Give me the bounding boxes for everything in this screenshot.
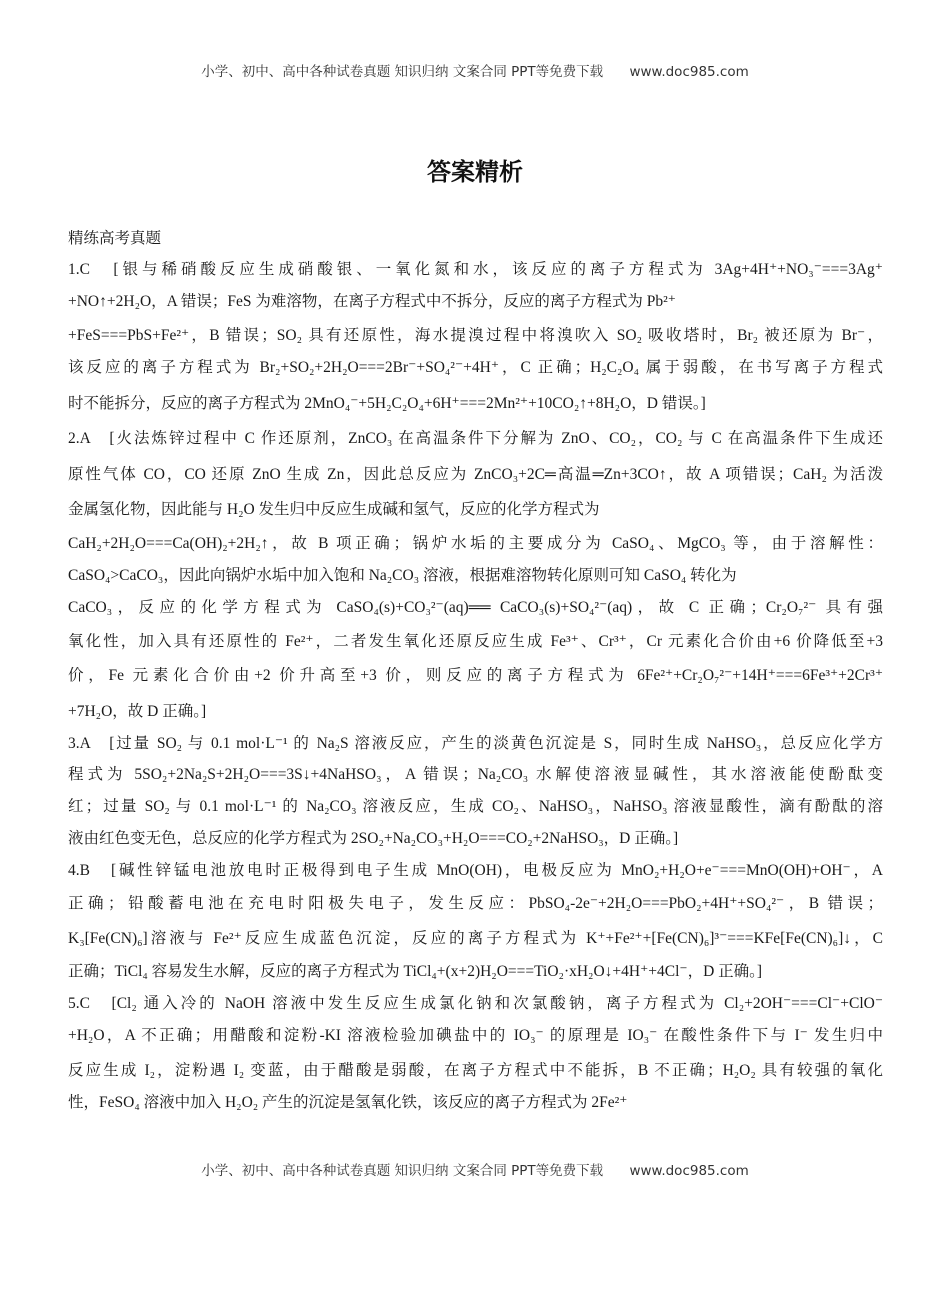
text-line: +FeS===PbS+Fe²⁺，B 错误；SO₂ 具有还原性，海水提溴过程中将溴吹入 SO₂ 吸收塔时，Br₂ 被还原为 Br⁻， bbox=[68, 327, 883, 344]
text-line: CaCO₃，反应的化学方程式为 CaSO₄(s)+CO₃²⁻(aq)══ CaCO₃(s)+SO₄²⁻(aq)，故 C 正确；Cr₂O₇²⁻ 具有强 bbox=[68, 599, 883, 616]
text-line: CaH₂+2H₂O===Ca(OH)₂+2H₂↑，故 B 项正确；锅炉水垢的主要成分为 CaSO₄、MgCO₃ 等，由于溶解性： bbox=[68, 535, 883, 552]
footer-url[interactable]: www.doc985.com bbox=[629, 1163, 749, 1179]
text-line: 正确；铅酸蓄电池在充电时阳极失电子，发生反应：PbSO₄-2e⁻+2H₂O===PbO₂+4H⁺+SO₄²⁻，B 错误； bbox=[68, 895, 883, 912]
text-line: +H₂O，A 不正确；用醋酸和淀粉-KI 溶液检验加碘盐中的 IO₃⁻ 的原理是 IO₃⁻ 在酸性条件下与 I⁻ 发生归中 bbox=[68, 1027, 883, 1044]
text-line: 液由红色变无色，总反应的化学方程式为 2SO₂+Na₂CO₃+H₂O===CO₂+2NaHSO₃，D 正确。] bbox=[68, 830, 679, 847]
text-line: 反应生成 I₂，淀粉遇 I₂ 变蓝，由于醋酸是弱酸，在离子方程式中不能拆，B 不正确；H₂O₂ 具有较强的氧化 bbox=[68, 1062, 883, 1079]
text-line: 氧化性，加入具有还原性的 Fe²⁺，二者发生氧化还原反应生成 Fe³⁺、Cr³⁺，Cr 元素化合价由+6 价降低至+3 bbox=[68, 633, 883, 650]
page-header bbox=[0, 60, 950, 80]
text-line: K₃[Fe(CN)₆]溶液与 Fe²⁺反应生成蓝色沉淀，反应的离子方程式为 K⁺+Fe²⁺+[Fe(CN)₆]³⁻===KFe[Fe(CN)₆]↓，C bbox=[68, 930, 883, 947]
text-line: 1.C [银与稀硝酸反应生成硝酸银、一氧化氮和水，该反应的离子方程式为 3Ag+4H⁺+NO₃⁻===3Ag⁺ bbox=[68, 261, 883, 278]
text-line: 程式为 5SO₂+2Na₂S+2H₂O===3S↓+4NaHSO₃，A 错误；Na₂CO₃ 水解使溶液显碱性，其水溶液能使酚酞变 bbox=[68, 766, 883, 783]
text-line: 价，Fe 元素化合价由+2 价升高至+3 价，则反应的离子方程式为 6Fe²⁺+Cr₂O₇²⁻+14H⁺===6Fe³⁺+2Cr³⁺ bbox=[68, 667, 883, 684]
text-line: 2.A [火法炼锌过程中 C 作还原剂，ZnCO₃ 在高温条件下分解为 ZnO、CO₂，CO₂ 与 C 在高温条件下生成还 bbox=[68, 430, 883, 447]
text-line: 金属氢化物，因此能与 H₂O 发生归中反应生成碱和氢气，反应的化学方程式为 bbox=[68, 501, 600, 518]
text-line: 原性气体 CO，CO 还原 ZnO 生成 Zn，因此总反应为 ZnCO₃+2C═高温═Zn+3CO↑，故 A 项错误；CaH₂ 为活泼 bbox=[68, 466, 883, 483]
text-line: +NO↑+2H₂O，A 错误；FeS 为难溶物，在离子方程式中不拆分，反应的离子方程式为 Pb²⁺ bbox=[68, 293, 676, 310]
page-title: 答案精析 bbox=[427, 158, 523, 186]
text-line: 正确；TiCl₄ 容易发生水解，反应的离子方程式为 TiCl₄+(x+2)H₂O===TiO₂·xH₂O↓+4H⁺+4Cl⁻，D 正确。] bbox=[68, 963, 763, 980]
text-line: 性，FeSO₄ 溶液中加入 H₂O₂ 产生的沉淀是氢氧化铁，该反应的离子方程式为 2Fe²⁺ bbox=[68, 1094, 628, 1111]
text-line: 该反应的离子方程式为 Br₂+SO₂+2H₂O===2Br⁻+SO₄²⁻+4H⁺，C 正确；H₂C₂O₄ 属于弱酸，在书写离子方程式 bbox=[68, 359, 883, 376]
text-line: 4.B [碱性锌锰电池放电时正极得到电子生成 MnO(OH)，电极反应为 MnO₂+H₂O+e⁻===MnO(OH)+OH⁻，A bbox=[68, 862, 883, 879]
text-line: CaSO₄>CaCO₃，因此向锅炉水垢中加入饱和 Na₂CO₃ 溶液，根据难溶物转化原则可知 CaSO₄ 转化为 bbox=[68, 567, 737, 584]
text-line: +7H₂O，故 D 正确。] bbox=[68, 703, 207, 720]
text-line: 红；过量 SO₂ 与 0.1 mol·L⁻¹ 的 Na₂CO₃ 溶液反应，生成 CO₂、NaHSO₃，NaHSO₃ 溶液显酸性，滴有酚酞的溶 bbox=[68, 798, 883, 815]
header-url[interactable]: www.doc985.com bbox=[629, 64, 749, 80]
page-footer bbox=[0, 1159, 950, 1179]
text-line: 时不能拆分，反应的离子方程式为 2MnO₄⁻+5H₂C₂O₄+6H⁺===2Mn²⁺+10CO₂↑+8H₂O，D 错误。] bbox=[68, 395, 706, 412]
text-line: 5.C [Cl₂ 通入冷的 NaOH 溶液中发生反应生成氯化钠和次氯酸钠，离子方程式为 Cl₂+2OH⁻===Cl⁻+ClO⁻ bbox=[68, 995, 883, 1012]
footer-text: 小学、初中、高中各种试卷真题 知识归纳 文案合同 PPT等免费下载 bbox=[201, 1163, 604, 1179]
section-title: 精练高考真题 bbox=[68, 229, 162, 247]
header-text: 小学、初中、高中各种试卷真题 知识归纳 文案合同 PPT等免费下载 bbox=[201, 64, 604, 80]
text-line: 3.A [过量 SO₂ 与 0.1 mol·L⁻¹ 的 Na₂S 溶液反应，产生的淡黄色沉淀是 S，同时生成 NaHSO₃，总反应化学方 bbox=[68, 735, 883, 752]
